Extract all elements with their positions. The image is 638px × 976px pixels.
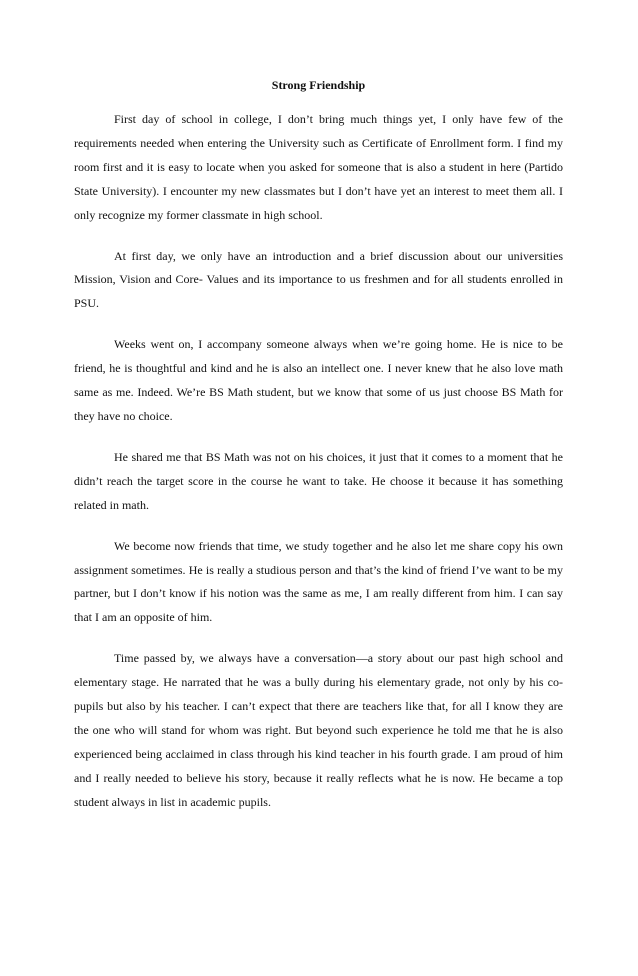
paragraph-4: He shared me that BS Math was not on his choices, it just that it comes to a moment that he didn’t reach the target score in the course he want to take. He choose it because it has something related in math.: [74, 449, 563, 512]
paragraph-6: Time passed by, we always have a conversation—a story about our past high school and elementary stage. He narrated that he was a bully during his elementary grade, not only by his co-pupils but also by his teacher. I can’t expect that there are teachers like that, for all I know they are the one who will stand for whom was right. But beyond such experience he told me that he is also experienced being acclaimed in class through his kind teacher in his fourth grade. I am proud of him and I really needed to believe his story, because it really reflects what he is now. He became a top student always in list in academic pupils.: [74, 651, 563, 809]
paragraph-5: We become now friends that time, we study together and he also let me share copy his own assignment sometimes. He is really a studious person and that’s the kind of friend I’ve want to be my partner, but I don’t know if his notion was the same as me, I am really different from him. I can say that I am an opposite of him.: [74, 538, 563, 625]
paragraph-1: First day of school in college, I don’t bring much things yet, I only have few of the requirements needed when entering the University such as Certificate of Enrollment form. I find my room first and it is easy to locate when you asked for someone that is also a student in here (Partido State University). I encounter my new classmates but I don’t have yet an interest to meet them all. I only recognize my former classmate in high school.: [74, 112, 563, 222]
document-body: [74, 108, 563, 832]
paragraph-2: At first day, we only have an introduction and a brief discussion about our universities Mission, Vision and Core- Values and its importance to us freshmen and for all students enrolled in PSU.: [74, 248, 563, 311]
document-title: Strong Friendship: [271, 78, 366, 92]
paragraph-3: Weeks went on, I accompany someone always when we’re going home. He is nice to be friend, he is thoughtful and kind and he is also an intellect one. I never knew that he also love math same as me. Indeed. We’re BS Math student, but we know that some of us just choose BS Math for they have no choice.: [74, 337, 563, 423]
